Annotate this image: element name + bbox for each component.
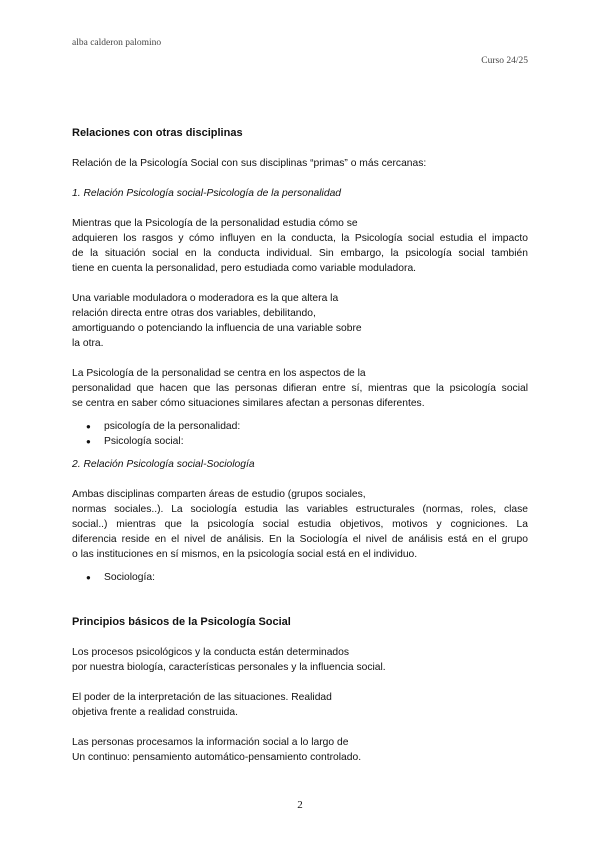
- list-item: ● Psicología social:: [86, 434, 528, 449]
- text-line: o las instituciones en sí mismos, en la psicología social está en el individuo.: [72, 549, 418, 560]
- paragraph-principio-1: [72, 645, 528, 675]
- text-line: se centra en saber cómo situaciones similares afectan a personas diferentes.: [72, 398, 425, 409]
- paragraph-sociologia: [72, 487, 528, 562]
- paragraph-principio-2: [72, 690, 528, 720]
- text-line: relación directa entre otras dos variables, debilitando,: [72, 308, 316, 319]
- text-line: El poder de la interpretación de las situaciones. Realidad: [72, 692, 332, 703]
- text-line: adquieren los rasgos y cómo influyen en la conducta, la Psicología social estudia el impacto: [72, 233, 528, 244]
- text-line: objetiva frente a realidad construida.: [72, 707, 238, 718]
- text-line: personalidad que hacen que las personas difieran entre sí, mientras que la psicología social: [72, 383, 528, 394]
- text-line: normas sociales..). La sociología estudia las variables estructurales (normas, roles, clase: [72, 504, 528, 515]
- header-author: alba calderon palomino: [72, 38, 162, 48]
- text-line: de la situación social en la conducta individual. Sin embargo, la psicología social también: [72, 248, 528, 259]
- text-line: Un continuo: pensamiento automático-pensamiento controlado.: [72, 752, 362, 763]
- list-item: ● psicología de la personalidad:: [86, 419, 528, 434]
- page-number: 2: [297, 799, 303, 811]
- list-item: ● Sociología:: [86, 570, 528, 585]
- section-intro: Relación de la Psicología Social con sus disciplinas “primas” o más cercanas:: [72, 158, 427, 169]
- paragraph-personalidad-2: [72, 366, 528, 411]
- subsection-title-personalidad: 1. Relación Psicología social-Psicología de la personalidad: [72, 188, 342, 199]
- text-line: la otra.: [72, 338, 104, 349]
- text-line: Los procesos psicológicos y la conducta están determinados: [72, 647, 350, 658]
- text-line: social..) mientras que la psicología social estudia objetivos, motivos y cogniciones. La: [72, 519, 528, 530]
- paragraph-principio-3: [72, 735, 528, 765]
- text-line: Una variable moduladora o moderadora es la que altera la: [72, 293, 339, 304]
- section-title-relaciones: Relaciones con otras disciplinas: [72, 127, 243, 139]
- text-line: La Psicología de la personalidad se centra en los aspectos de la: [72, 368, 366, 379]
- text-line: Las personas procesamos la información social a lo largo de: [72, 737, 349, 748]
- paragraph-variable-moduladora: [72, 291, 528, 351]
- text-line: tiene en cuenta la personalidad, pero estudiada como variable moduladora.: [72, 263, 417, 274]
- text-line: Mientras que la Psicología de la personalidad estudia cómo se: [72, 218, 358, 229]
- section-title-principios: Principios básicos de la Psicología Social: [72, 616, 291, 628]
- subsection-title-sociologia: 2. Relación Psicología social-Sociología: [72, 459, 255, 470]
- text-line: diferencia reside en el nivel de análisis. En la Sociología el nivel de análisis está en el grupo: [72, 534, 528, 545]
- bullet-list-sociologia: [72, 570, 528, 585]
- bullet-list-personalidad: [72, 419, 528, 449]
- document-body: [72, 126, 528, 765]
- paragraph-personalidad-1: [72, 216, 528, 276]
- text-line: amortiguando o potenciando la influencia de una variable sobre: [72, 323, 362, 334]
- text-line: Ambas disciplinas comparten áreas de estudio (grupos sociales,: [72, 489, 366, 500]
- text-line: por nuestra biología, características personales y la influencia social.: [72, 662, 386, 673]
- header-course: Curso 24/25: [481, 56, 528, 66]
